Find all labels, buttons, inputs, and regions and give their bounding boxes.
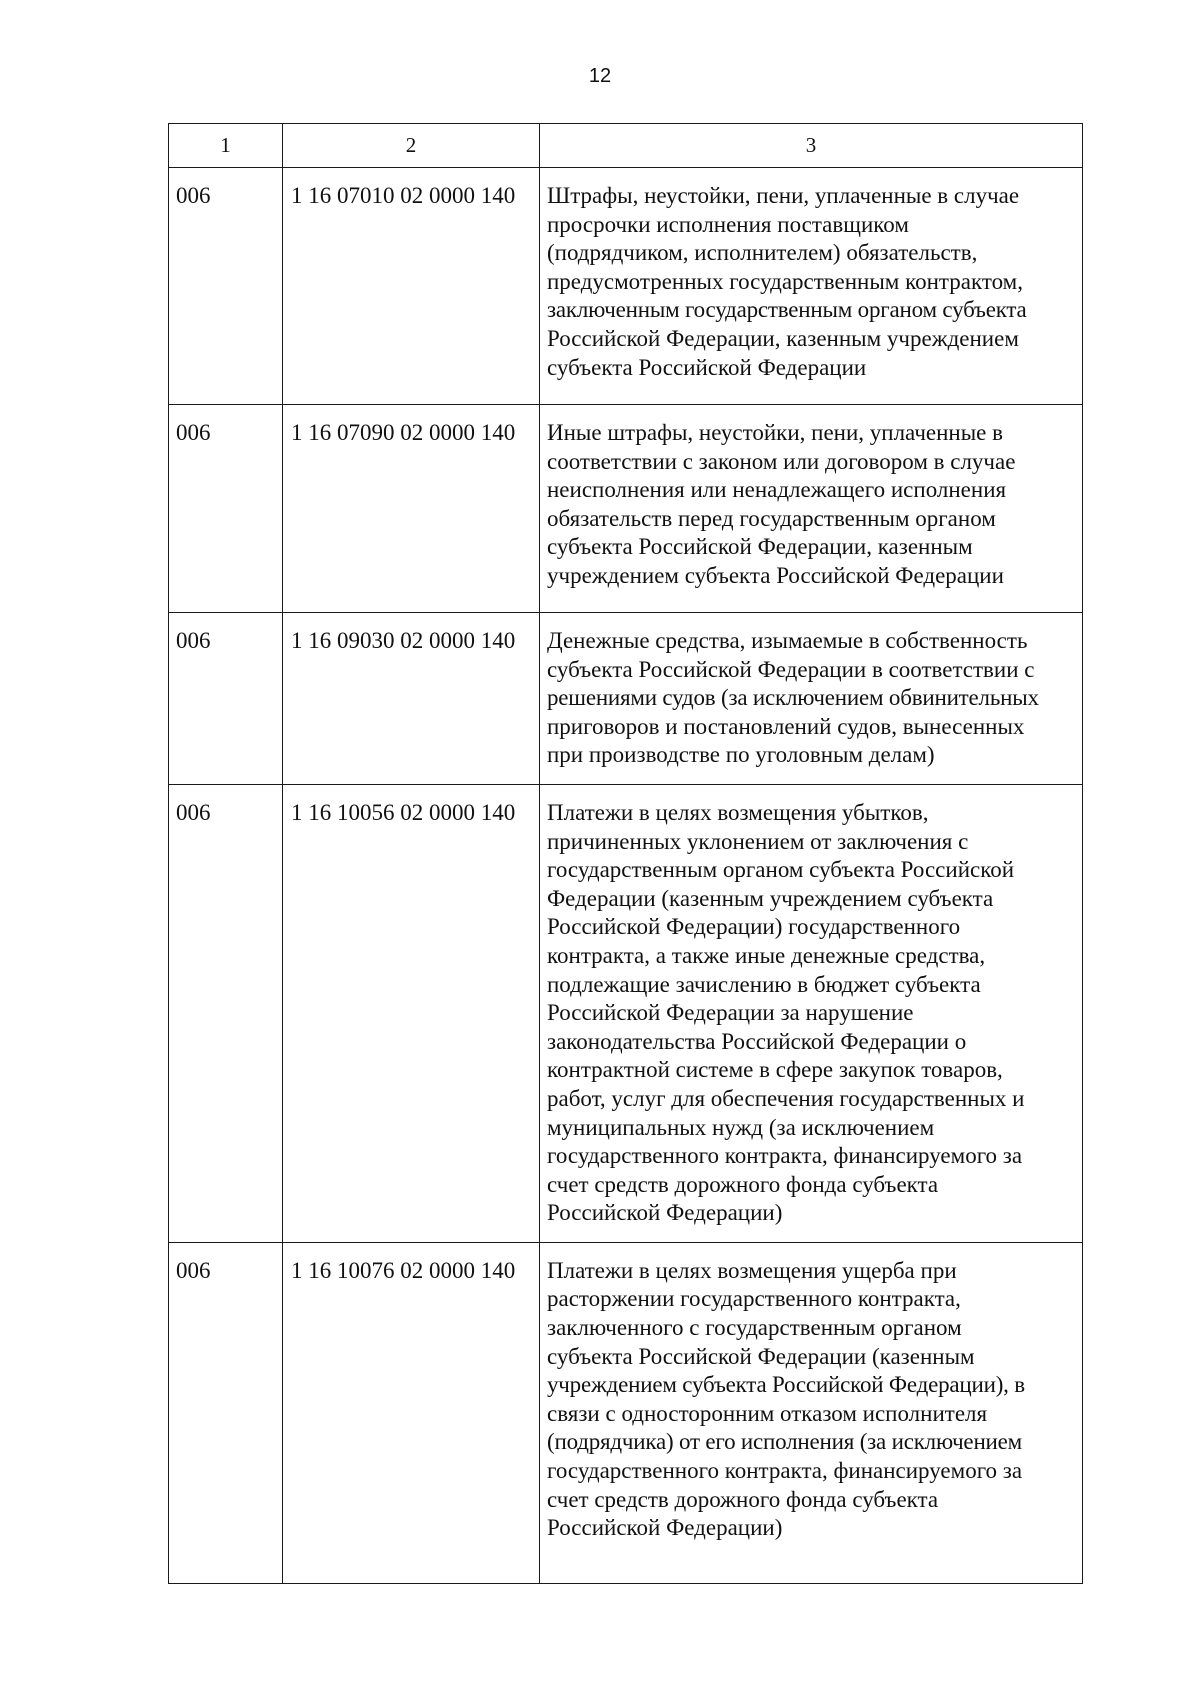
income-description-cell: [540, 613, 1083, 785]
table-row: [169, 613, 1083, 785]
description-line: Штрафы, неустойки, пени, уплаченные в случае: [547, 183, 1020, 208]
budget-classification-code-cell: 1 16 09030 02 0000 140: [283, 613, 540, 785]
description-line: государственного контракта, финансируемого за: [547, 1458, 1023, 1484]
table-row: [169, 405, 1083, 613]
description-line: неисполнения или ненадлежащего исполнения: [547, 477, 1007, 503]
description-line: предусмотренных государственным контрактом,: [547, 268, 1023, 294]
description-line: Российской Федерации) государственного: [547, 914, 961, 940]
description-line: учреждением субъекта Российской Федерации: [547, 562, 1004, 588]
admin-code-cell: 006: [169, 405, 283, 613]
description-line: Иные штрафы, неустойки, пени, уплаченные в: [547, 420, 1004, 445]
table-header-row: [169, 124, 1083, 168]
description-line: просрочки исполнения поставщиком: [547, 211, 909, 237]
income-description-cell: [540, 784, 1083, 1242]
description-line: Российской Федерации): [547, 1200, 783, 1226]
description-line: учреждением субъекта Российской Федерации), в: [547, 1372, 1025, 1398]
column-header-2: 2: [283, 124, 540, 168]
budget-codes-table: [168, 123, 1083, 1584]
admin-code-cell: 006: [169, 613, 283, 785]
description-line: муниципальных нужд (за исключением: [547, 1114, 935, 1140]
description-line: обязательств перед государственным органом: [547, 505, 996, 531]
description-line: причиненных уклонением от заключения с: [547, 828, 969, 854]
description-line: приговоров и постановлений судов, вынесенных: [547, 713, 1025, 739]
budget-classification-code-cell: 1 16 10076 02 0000 140: [283, 1242, 540, 1583]
table-row: [169, 1242, 1083, 1583]
description-line: законодательства Российской Федерации о: [547, 1028, 967, 1054]
description-line: Денежные средства, изымаемые в собственность: [547, 628, 1028, 653]
column-header-1: 1: [169, 124, 283, 168]
admin-code-cell: 006: [169, 784, 283, 1242]
description-line: субъекта Российской Федерации в соответствии с: [547, 656, 1035, 682]
description-line: подлежащие зачислению в бюджет субъекта: [547, 971, 981, 997]
description-line: соответствии с законом или договором в случае: [547, 448, 1016, 474]
table-row: [169, 168, 1083, 405]
description-line: счет средств дорожного фонда субъекта: [547, 1486, 939, 1512]
column-header-3: 3: [540, 124, 1083, 168]
description-line: при производстве по уголовным делам): [547, 742, 935, 768]
admin-code-cell: 006: [169, 168, 283, 405]
description-line: (подрядчика) от его исполнения (за исключением: [547, 1429, 1023, 1455]
description-line: контракта, а также иные денежные средства,: [547, 942, 986, 968]
description-line: государственного контракта, финансируемого за: [547, 1143, 1023, 1169]
description-line: субъекта Российской Федерации (казенным: [547, 1343, 975, 1369]
admin-code-cell: 006: [169, 1242, 283, 1583]
description-line: счет средств дорожного фонда субъекта: [547, 1171, 939, 1197]
description-line: государственным органом субъекта Российской: [547, 857, 1015, 883]
description-line: Платежи в целях возмещения ущерба при: [547, 1257, 957, 1283]
description-line: Платежи в целях возмещения убытков,: [547, 799, 929, 825]
description-line: субъекта Российской Федерации: [547, 354, 867, 380]
description-line: заключенного с государственным органом: [547, 1315, 962, 1341]
income-description-cell: [540, 168, 1083, 405]
page-number: 12: [588, 65, 612, 87]
description-line: Российской Федерации, казенным учреждением: [547, 325, 1019, 351]
description-line: связи с односторонним отказом исполнителя: [547, 1400, 988, 1426]
income-description-cell: [540, 405, 1083, 613]
budget-classification-code-cell: 1 16 10056 02 0000 140: [283, 784, 540, 1242]
description-line: заключенным государственным органом субъекта: [547, 297, 1027, 323]
description-line: контрактной системе в сфере закупок товаров,: [547, 1057, 1003, 1083]
description-line: Российской Федерации): [547, 1515, 783, 1541]
description-line: решениями судов (за исключением обвинительных: [547, 685, 1039, 711]
income-description-cell: [540, 1242, 1083, 1583]
budget-classification-code-cell: 1 16 07010 02 0000 140: [283, 168, 540, 405]
description-line: работ, услуг для обеспечения государственных и: [547, 1085, 1025, 1111]
budget-classification-code-cell: 1 16 07090 02 0000 140: [283, 405, 540, 613]
table-row: [169, 784, 1083, 1242]
description-line: (подрядчиком, исполнителем) обязательств,: [547, 240, 978, 266]
description-line: Российской Федерации за нарушение: [547, 1000, 914, 1026]
description-line: расторжении государственного контракта,: [547, 1286, 961, 1312]
description-line: Федерации (казенным учреждением субъекта: [547, 885, 994, 911]
description-line: субъекта Российской Федерации, казенным: [547, 534, 973, 560]
